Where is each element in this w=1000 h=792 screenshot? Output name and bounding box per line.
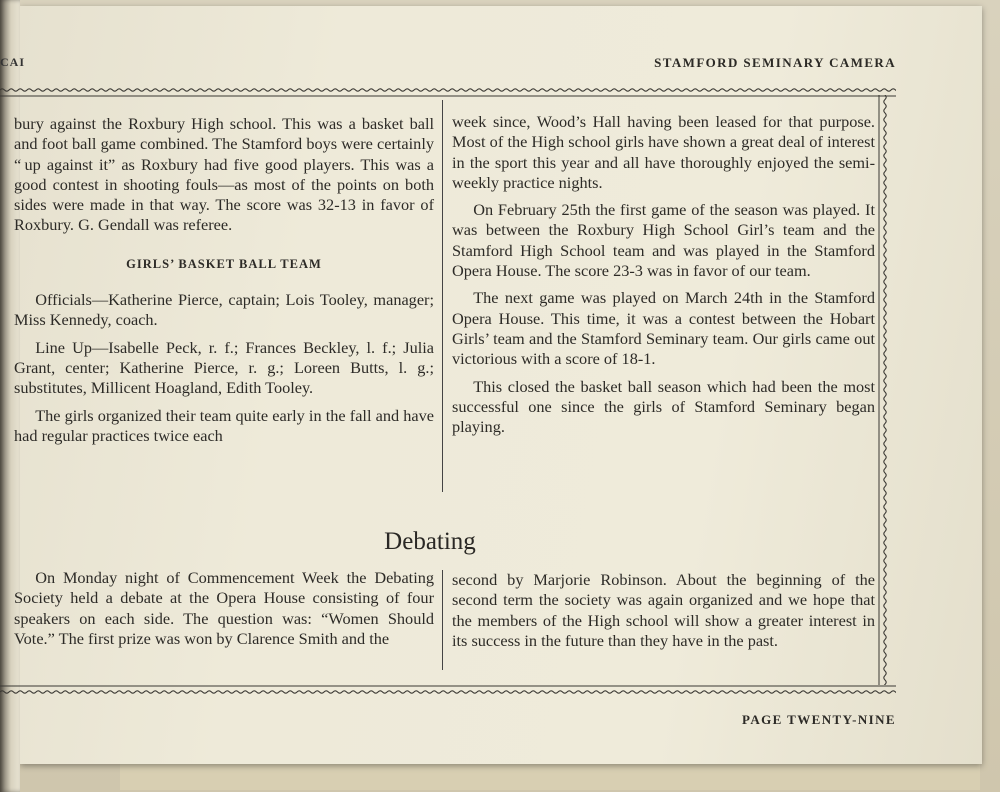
top-right-column xyxy=(452,112,875,444)
paragraph-season-closed: This closed the basket ball season which had been the most successful one since the girls of Stamford Seminary began playing. xyxy=(452,376,875,437)
paragraph-lineup: Line Up—Isabelle Peck, r. f.; Frances Beckley, l. f.; Julia Grant, center; Katherine Pierce, r. g.; Loreen Butts, l. g.; substitutes, Millicent Hoagland, Edith Tooley. xyxy=(14,337,434,398)
section-heading-debating: Debating xyxy=(384,528,476,555)
debating-right-column xyxy=(452,570,875,658)
debating-left-column xyxy=(14,568,434,656)
subheading-girls-basket-ball-team: GIRLS’ BASKET BALL TEAM xyxy=(126,256,322,271)
paragraph-debate-commencement: On Monday night of Commencement Week the Debating Society held a debate at the Opera House consisting of four speakers on each side. The question was: “Women Should Vote.” The first prize was won by Clarence Smith and the xyxy=(14,568,434,648)
paragraph-team-organized: The girls organized their team quite early in the fall and have had regular practices twice each xyxy=(14,405,434,445)
top-left-column xyxy=(14,114,434,453)
paragraph-next-game: The next game was played on March 24th in the Stamford Opera House. This time, it was a contest between the Hobart Girls’ team and the Stamford Seminary team. Our girls came out victorious with a score of 18-1. xyxy=(452,288,875,369)
paragraph-debate-society: second by Marjorie Robinson. About the beginning of the second term the society was again organized and we hope that the members of the High school will show a greater interest in its success in the future than they have in the past. xyxy=(452,570,875,650)
page-stack-edge xyxy=(120,760,980,790)
previous-page-running-title: CAI xyxy=(0,55,26,69)
paragraph-officials: Officials—Katherine Pierce, captain; Lois Tooley, manager; Miss Kennedy, coach. xyxy=(14,290,434,330)
right-border-rule xyxy=(877,95,889,685)
debating-column-divider xyxy=(442,570,443,670)
running-title: STAMFORD SEMINARY CAMERA xyxy=(654,55,896,70)
paragraph-practice: week since, Wood’s Hall having been leased for that purpose. Most of the High school girls have shown a great deal of interest in the sport this year and all have thoroughly enjoyed the semi-weekly practice nights. xyxy=(452,112,875,192)
paragraph-roxbury-game: bury against the Roxbury High school. This was a basket ball and foot ball game combined. The Stamford boys were certainly “ up against it” as Roxbury had five good players. This was a good contest in shooting fouls—as most of the points on both sides were made in that way. The score was 32-13 in favor of Roxbury. G. Gendall was referee. xyxy=(14,114,434,235)
paragraph-first-game: On February 25th the first game of the season was played. It was between the Roxbury High School Girl’s team and the Stamford High School team and was played in the Stamford Opera House. The score 23-3 was in favor of our team. xyxy=(452,200,875,281)
top-border-rule xyxy=(0,86,896,96)
page-number: PAGE TWENTY-NINE xyxy=(742,712,896,727)
top-column-divider xyxy=(442,100,443,492)
bottom-border-rule xyxy=(0,684,896,694)
